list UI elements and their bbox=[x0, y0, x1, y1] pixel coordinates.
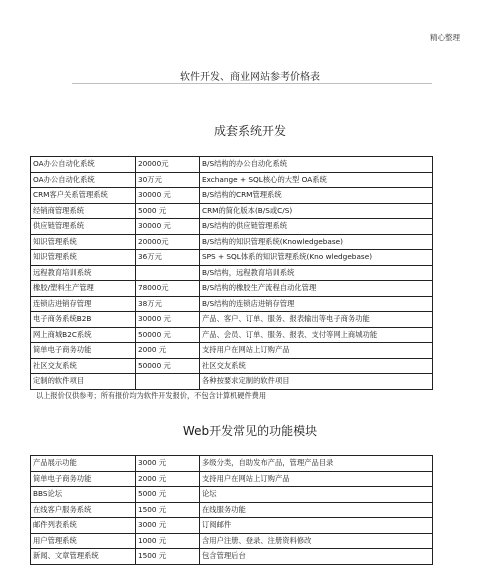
price-cell: 30万元 bbox=[136, 172, 200, 188]
table-row bbox=[31, 358, 433, 374]
table-row bbox=[31, 219, 433, 235]
price-cell: 5000 元 bbox=[136, 487, 200, 503]
description-cell: B/S结构的供应链管理系统 bbox=[200, 219, 433, 235]
description-cell: 订阅邮件 bbox=[200, 518, 433, 534]
item-name-cell: 在线客户服务系统 bbox=[31, 502, 136, 518]
price-cell: 1500 元 bbox=[136, 502, 200, 518]
item-name-cell: 用户管理系统 bbox=[31, 533, 136, 549]
description-cell: 支持用户在网站上订购产品 bbox=[200, 471, 433, 487]
table-row bbox=[31, 487, 433, 503]
item-name-cell: OA办公自动化系统 bbox=[31, 157, 136, 173]
item-name-cell: 简单电子商务功能 bbox=[31, 343, 136, 359]
item-name-cell: 电子商务系统B2B bbox=[31, 312, 136, 328]
price-cell: 2000 元 bbox=[136, 471, 200, 487]
item-name-cell: 橡胶/塑料生产管理 bbox=[31, 281, 136, 297]
price-cell: 3000 元 bbox=[136, 518, 200, 534]
item-name-cell: 产品展示功能 bbox=[31, 456, 136, 472]
table-row bbox=[31, 188, 433, 204]
description-cell: 社区交友系统 bbox=[200, 358, 433, 374]
description-cell: 含用户注册、登录、注册资料修改 bbox=[200, 533, 433, 549]
description-cell: Exchange + SQL核心的大型 OA系统 bbox=[200, 172, 433, 188]
description-cell: 产品、客户、订单、服务、报表输出等电子商务功能 bbox=[200, 312, 433, 328]
table-row bbox=[31, 343, 433, 359]
item-name-cell: 知识管理系统 bbox=[31, 250, 136, 266]
table-row bbox=[31, 502, 433, 518]
item-name-cell: 远程教育培训系统 bbox=[31, 265, 136, 281]
table-row bbox=[31, 250, 433, 266]
modules-price-table bbox=[30, 455, 433, 565]
table-row bbox=[31, 281, 433, 297]
item-name-cell: 网上商城B2C系统 bbox=[31, 327, 136, 343]
table-row bbox=[31, 234, 433, 250]
price-cell: 38万元 bbox=[136, 296, 200, 312]
table-row bbox=[31, 471, 433, 487]
price-cell: 3000 元 bbox=[136, 456, 200, 472]
description-cell: 各种按要求定制的软件项目 bbox=[200, 374, 433, 390]
document-title: 软件开发、商业网站参考价格表 bbox=[180, 72, 320, 83]
price-cell: 50000 元 bbox=[136, 358, 200, 374]
description-cell: 产品、会员、订单、服务、报表、支付等网上商城功能 bbox=[200, 327, 433, 343]
item-name-cell: 邮件列表系统 bbox=[31, 518, 136, 534]
table-row bbox=[31, 296, 433, 312]
price-cell bbox=[136, 374, 200, 390]
table-row bbox=[31, 456, 433, 472]
price-note: 以上报价仅供参考；所有报价均为软件开发报价，不包含计算机硬件费用 bbox=[36, 391, 267, 400]
price-cell: 20000元 bbox=[136, 234, 200, 250]
description-cell: 支持用户在网站上订购产品 bbox=[200, 343, 433, 359]
price-cell: 20000元 bbox=[136, 157, 200, 173]
description-cell: 在线服务功能 bbox=[200, 502, 433, 518]
price-cell: 2000 元 bbox=[136, 343, 200, 359]
price-cell bbox=[136, 265, 200, 281]
description-cell: SPS + SQL体系的知识管理系统(Kno wledgebase) bbox=[200, 250, 433, 266]
item-name-cell: 知识管理系统 bbox=[31, 234, 136, 250]
item-name-cell: 供应链管理系统 bbox=[31, 219, 136, 235]
table-row bbox=[31, 265, 433, 281]
description-cell: B/S结构的连锁店进销存管理 bbox=[200, 296, 433, 312]
table-row bbox=[31, 518, 433, 534]
section-title-systems: 成套系统开发 bbox=[213, 124, 286, 138]
item-name-cell: OA办公自动化系统 bbox=[31, 172, 136, 188]
description-cell: B/S结构，远程教育培训系统 bbox=[200, 265, 433, 281]
description-cell: B/S结构的橡胶生产流程自动化管理 bbox=[200, 281, 433, 297]
price-cell: 5000 元 bbox=[136, 203, 200, 219]
table-row bbox=[31, 549, 433, 565]
price-cell: 50000 元 bbox=[136, 327, 200, 343]
item-name-cell: BBS论坛 bbox=[31, 487, 136, 503]
table-row bbox=[31, 312, 433, 328]
table-row bbox=[31, 157, 433, 173]
systems-price-table bbox=[30, 156, 433, 390]
item-name-cell: 新闻、文章管理系统 bbox=[31, 549, 136, 565]
description-cell: CRM的简化版本(B/S或C/S) bbox=[200, 203, 433, 219]
item-name-cell: 经销商管理系统 bbox=[31, 203, 136, 219]
table-row bbox=[31, 203, 433, 219]
item-name-cell: 连锁店进销存管理 bbox=[31, 296, 136, 312]
table-row bbox=[31, 533, 433, 549]
table-row bbox=[31, 374, 433, 390]
brand-header: 精心整理 bbox=[430, 33, 460, 42]
price-cell: 30000 元 bbox=[136, 219, 200, 235]
description-cell: 论坛 bbox=[200, 487, 433, 503]
price-cell: 78000元 bbox=[136, 281, 200, 297]
description-cell: 多级分类，自助发布产品，管理产品目录 bbox=[200, 456, 433, 472]
price-cell: 1500 元 bbox=[136, 549, 200, 565]
table-row bbox=[31, 172, 433, 188]
item-name-cell: 简单电子商务功能 bbox=[31, 471, 136, 487]
item-name-cell: 定制的软件项目 bbox=[31, 374, 136, 390]
description-cell: B/S结构的办公自动化系统 bbox=[200, 157, 433, 173]
description-cell: 包含管理后台 bbox=[200, 549, 433, 565]
price-cell: 30000 元 bbox=[136, 312, 200, 328]
item-name-cell: CRM客户关系管理系统 bbox=[31, 188, 136, 204]
description-cell: B/S结构的CRM管理系统 bbox=[200, 188, 433, 204]
description-cell: B/S结构的知识管理系统(Knowledgebase) bbox=[200, 234, 433, 250]
item-name-cell: 社区交友系统 bbox=[31, 358, 136, 374]
table-row bbox=[31, 327, 433, 343]
price-cell: 1000 元 bbox=[136, 533, 200, 549]
price-cell: 36万元 bbox=[136, 250, 200, 266]
price-cell: 30000 元 bbox=[136, 188, 200, 204]
section-title-modules: Web开发常见的功能模块 bbox=[182, 424, 318, 438]
title-divider bbox=[72, 83, 432, 84]
